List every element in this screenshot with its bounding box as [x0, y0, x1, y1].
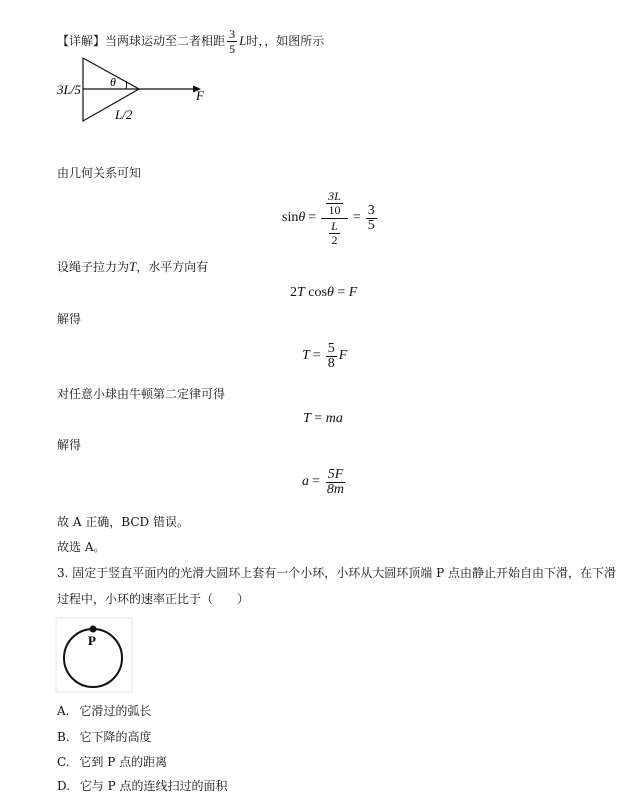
equation-acceleration [302, 465, 348, 499]
eqa-num: 5F [327, 466, 344, 482]
question-line-2: 过程中，小环的速率正比于（ ） [57, 592, 250, 606]
question-line-1 [57, 565, 616, 581]
cos-F: F [348, 285, 358, 300]
label-l2: L/2 [115, 107, 133, 122]
theta-arc [126, 81, 127, 89]
sin-result-num: 3 [367, 202, 375, 218]
question-text-1: 固定于竖直平面内的光滑大圆环上套有一个小环，小环从大圆环顶端 P 点由静止开始自由下滑，在下滑 [72, 566, 616, 580]
eqa-eq: = [312, 474, 320, 489]
cos-theta: θ [326, 285, 334, 300]
eqma-T: T [303, 411, 311, 426]
inner-bottom-den: 2 [331, 232, 338, 247]
eqma-rhs: ma [325, 411, 343, 426]
label-theta: θ [110, 75, 116, 89]
inner-fraction-bottom [329, 220, 340, 247]
question-number: 3. [57, 566, 69, 580]
option-a[interactable] [57, 703, 151, 719]
option-b-text: 它下降的高度 [79, 730, 152, 744]
option-b-label: B. [57, 730, 70, 744]
label-force-f: F [196, 88, 204, 103]
compound-numerator [321, 189, 348, 219]
sin-theta-symbol: θ [298, 210, 306, 225]
bracket-open: 【 [57, 34, 70, 48]
option-a-text: 它滑过的弧长 [79, 704, 152, 718]
cos-T: T [297, 285, 305, 300]
intro-text-after: 时，，如图所示 [246, 34, 325, 48]
option-c-label: C. [57, 755, 70, 769]
option-a-label: A. [57, 704, 70, 718]
intro-frac-num: 3 [229, 26, 236, 41]
ring-diagram [55, 614, 135, 694]
eqa-fraction [325, 468, 346, 497]
bracket-close: 】 [93, 34, 106, 48]
equation-cos [290, 285, 357, 301]
sin-result-den: 5 [367, 217, 375, 233]
intro-line [57, 26, 324, 56]
option-d-label: D. [57, 779, 71, 793]
tension-line [57, 259, 208, 275]
tension-var: T [129, 259, 137, 274]
equation-sin-theta [282, 186, 379, 250]
small-ring [90, 626, 97, 633]
option-c[interactable] [57, 754, 167, 770]
label-3l5: 3L/5 [57, 82, 81, 97]
eqa-den: 8m [326, 481, 345, 497]
eqT-F: F [338, 348, 348, 363]
solve-label-1: 解得 [57, 312, 82, 326]
sin-label: sin [282, 210, 299, 225]
inner-bottom-num: L [331, 218, 338, 233]
solve-label-2: 解得 [57, 438, 82, 452]
option-c-text: 它到 P 点的距离 [79, 755, 168, 769]
cos-coef: 2 [290, 285, 297, 300]
compound-denominator [324, 219, 345, 248]
sin-eq2: = [352, 210, 361, 225]
geometry-line: 由几何关系可知 [57, 166, 142, 180]
intro-text-before: 当两球运动至二者相距 [105, 34, 226, 48]
option-d[interactable] [57, 778, 228, 794]
inner-fraction-top [326, 190, 343, 217]
eqT-den: 8 [327, 355, 335, 371]
triangle-force-diagram [55, 55, 215, 127]
compound-fraction [321, 189, 348, 248]
option-d-text: 它与 P 点的连线扫过的面积 [79, 779, 228, 793]
eqma-eq: = [314, 411, 323, 426]
conclusion-line: 故 A 正确，BCD 错误。 [57, 515, 189, 529]
label-p: P [88, 633, 96, 648]
option-b[interactable] [57, 729, 151, 745]
equation-newton [303, 411, 343, 427]
cos-eq: = [337, 285, 346, 300]
eqT-eq: = [312, 348, 321, 363]
intro-fraction [227, 27, 237, 56]
sin-eq1: = [308, 210, 317, 225]
choice-line: 故选 A。 [57, 540, 106, 554]
intro-var-l: L [239, 33, 247, 48]
eqT-fraction [326, 342, 337, 371]
eqT-num: 5 [327, 340, 335, 356]
equation-tension [302, 339, 347, 373]
intro-frac-den: 5 [229, 41, 236, 56]
tension-before: 设绳子拉力为 [57, 260, 130, 274]
inner-top-num: 3L [328, 188, 341, 203]
sin-result-fraction [366, 204, 377, 233]
eqa-a: a [302, 474, 309, 489]
inner-top-den: 10 [328, 202, 341, 217]
newton-line: 对任意小球由牛顿第二定律可得 [57, 387, 226, 401]
tension-after: ，水平方向有 [136, 260, 209, 274]
eqT-T: T [302, 348, 310, 363]
bracket-label: 详解 [69, 34, 94, 48]
cos-label: cos [308, 285, 327, 300]
